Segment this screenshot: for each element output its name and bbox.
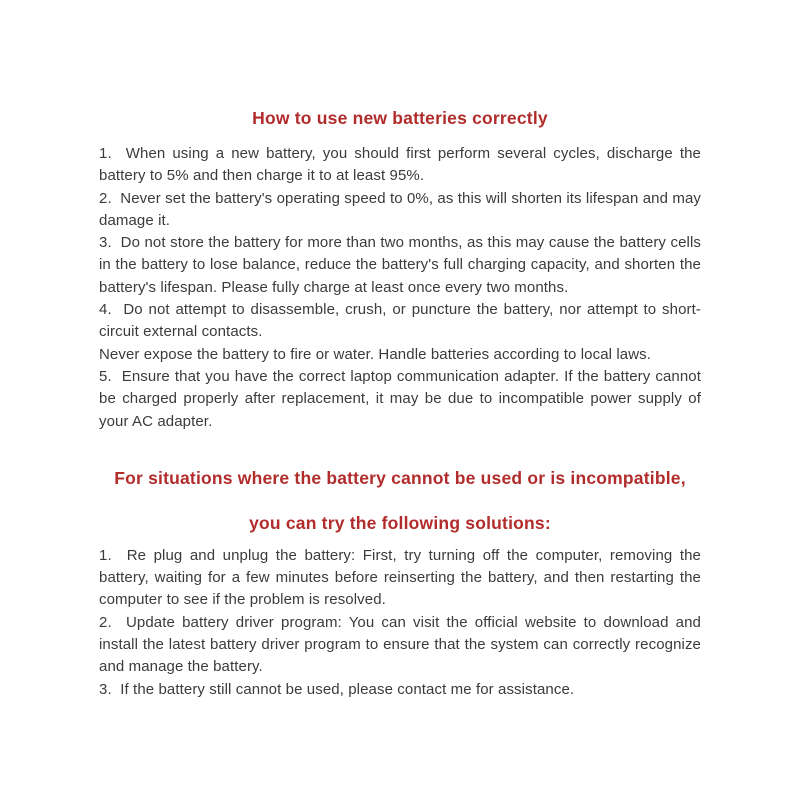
usage-instruction-2: 2. Never set the battery's operating speed to 0%, as this will shorten its lifespan and may damage it. (99, 189, 701, 229)
troubleshooting-step-3: 3. If the battery still cannot be used, please contact me for assistance. (99, 680, 575, 698)
instructions-content (99, 106, 701, 701)
usage-instruction-4-note: Never expose the battery to fire or water. Handle batteries according to local laws. (99, 345, 652, 363)
usage-section-title: How to use new batteries correctly (252, 108, 548, 128)
troubleshooting-step-1: 1. Re plug and unplug the battery: First, try turning off the computer, removing the battery, waiting for a few minutes before reinserting the battery, and then restarting the computer to see if the problem is resolved. (99, 546, 701, 609)
usage-instruction-1: 1. When using a new battery, you should first perform several cycles, discharge the battery to 5% and then charge it to at least 95%. (99, 145, 701, 185)
usage-instruction-3: 3. Do not store the battery for more than two months, as this may cause the battery cells in the battery to lose balance, reduce the battery's full charging capacity, and shorten the battery's lifespan. Please fully charge at least once every two months. (99, 234, 701, 296)
troubleshooting-step-2: 2. Update battery driver program: You can visit the official website to download and install the latest battery driver program to ensure that the system can correctly recognize and manage the battery. (99, 613, 701, 676)
usage-instruction-4: 4. Do not attempt to disassemble, crush, or puncture the battery, nor attempt to short-circuit external contacts. (99, 301, 701, 341)
troubleshooting-title-line1: For situations where the battery cannot be used or is incompatible, (114, 467, 686, 488)
troubleshooting-title-line2: you can try the following solutions: (249, 512, 551, 533)
usage-instruction-5: 5. Ensure that you have the correct laptop communication adapter. If the battery cannot be charged properly after replacement, it may be due to incompatible power supply of your AC adapter. (99, 367, 701, 430)
